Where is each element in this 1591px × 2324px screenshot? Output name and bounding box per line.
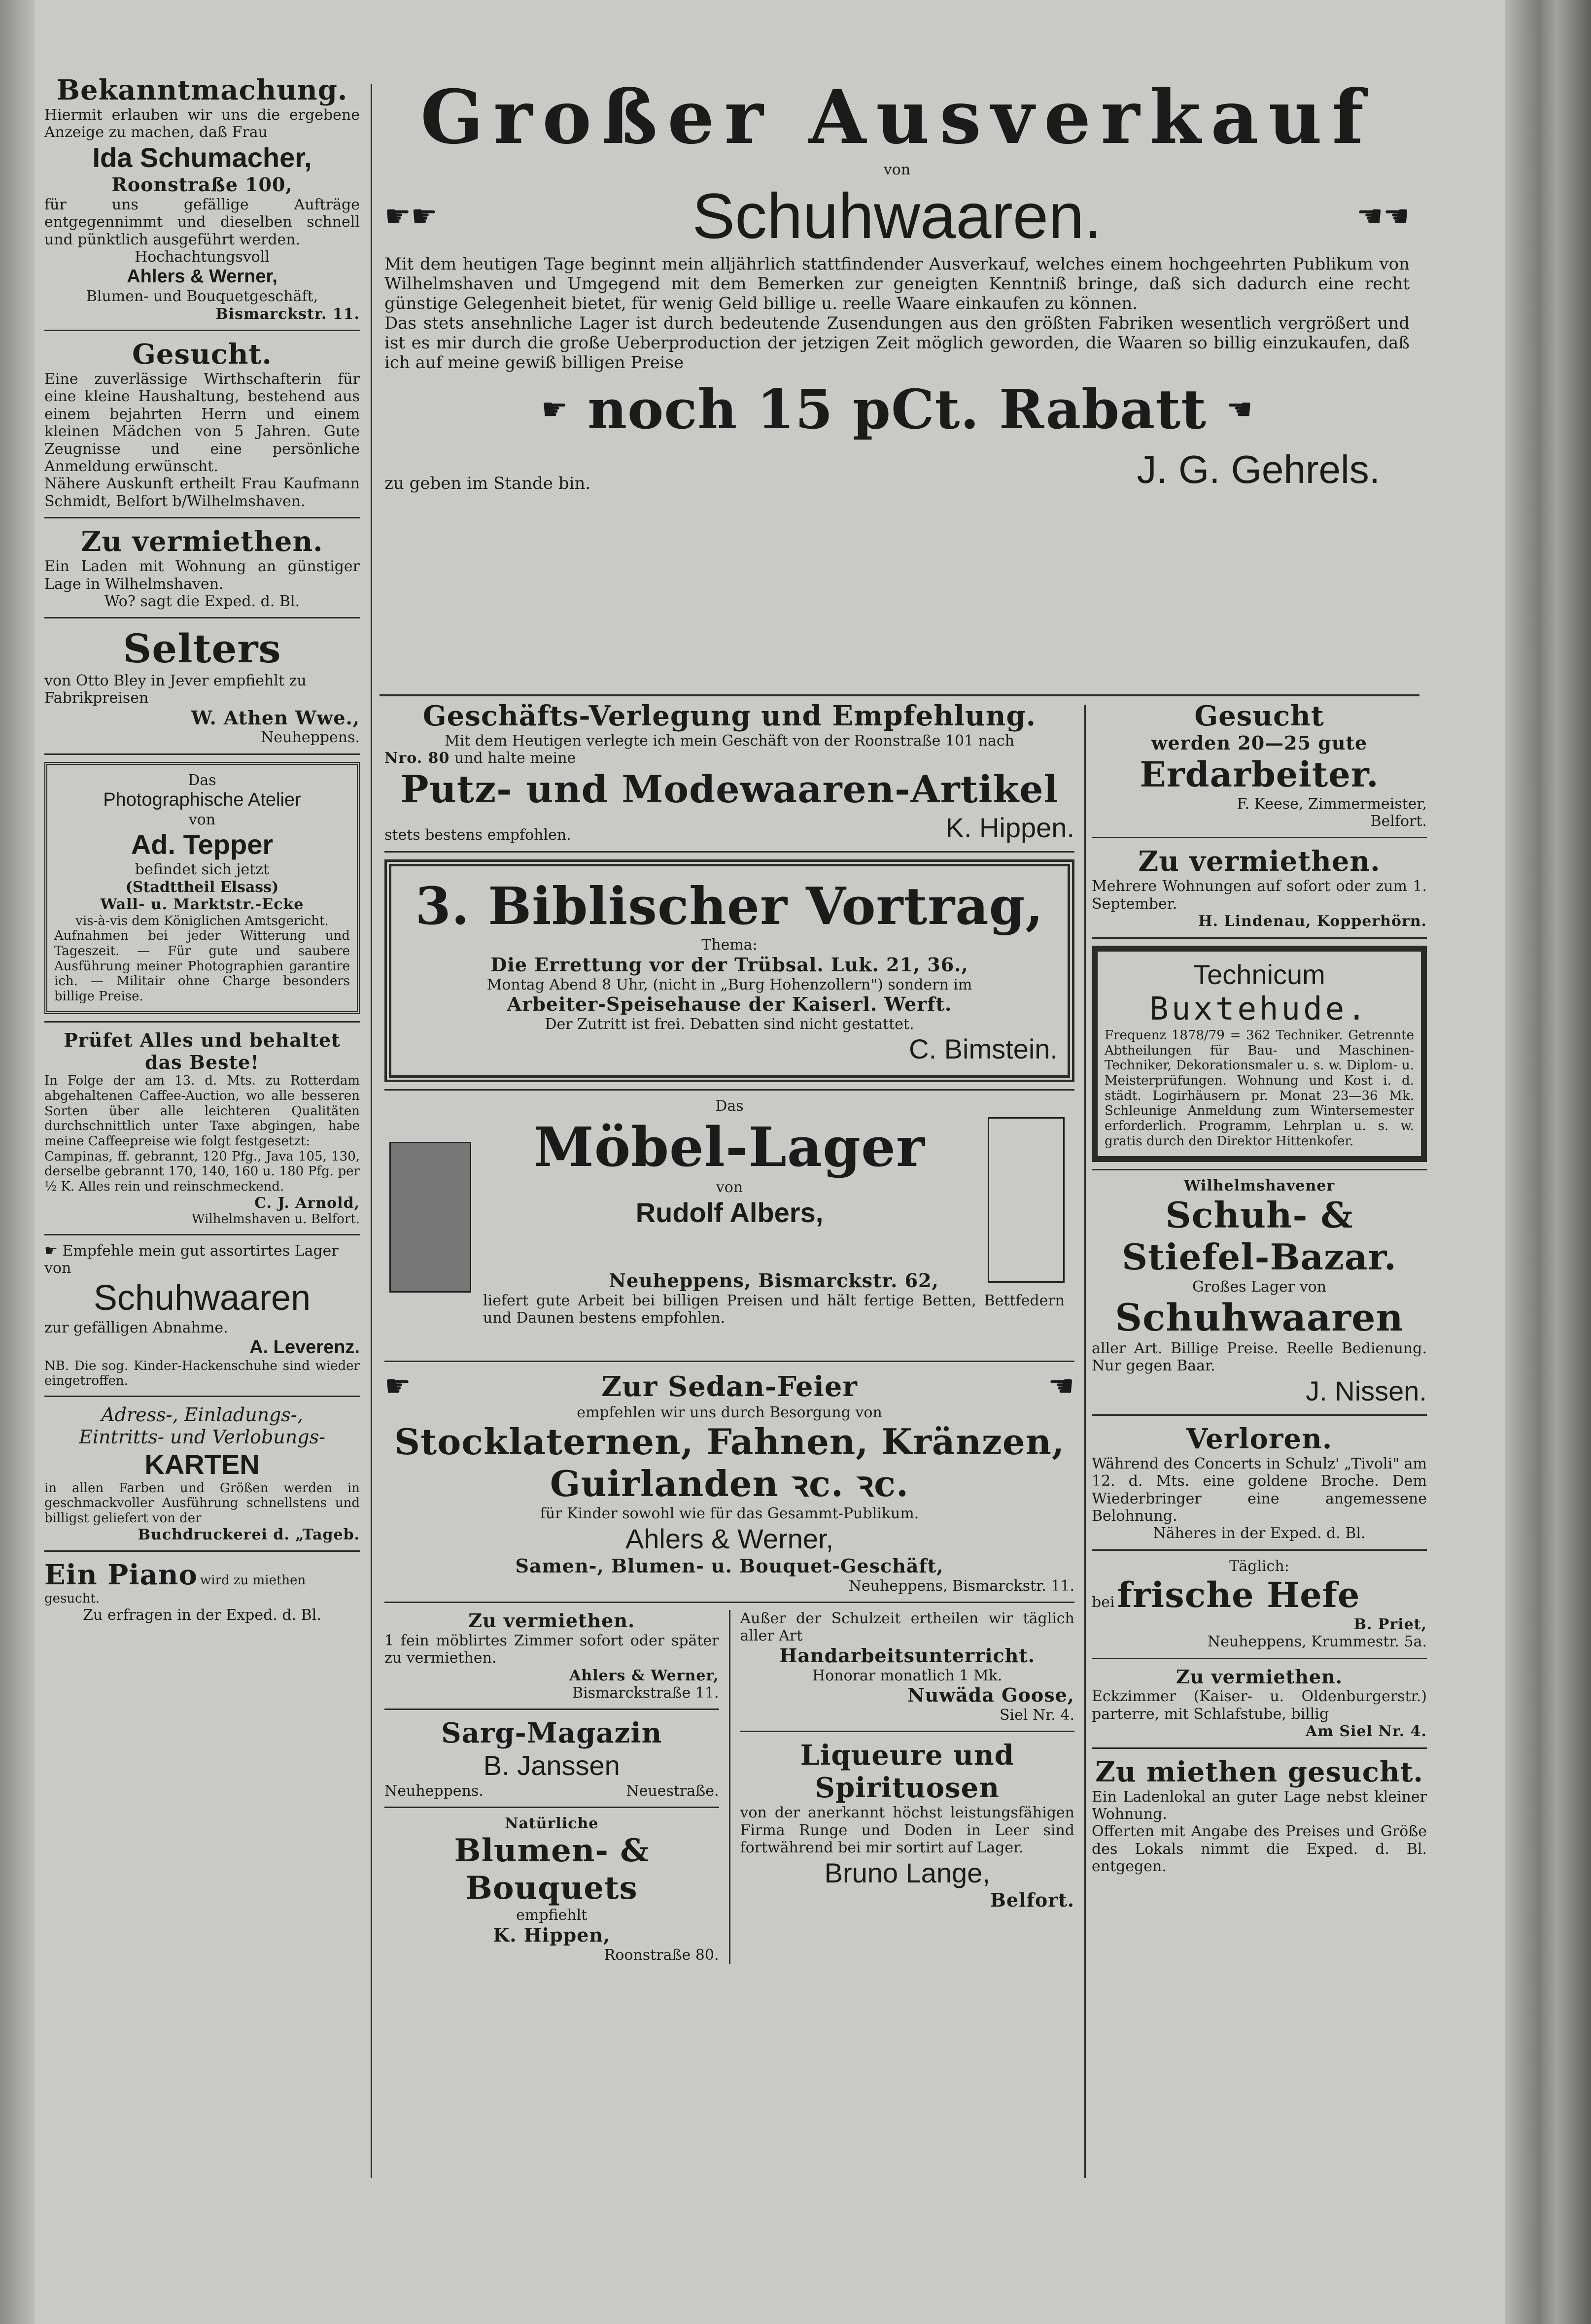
- pointing-hand-icon: ☛: [384, 1369, 411, 1404]
- ad-text: Offerten mit Angabe des Preises und Größe des Lokals nimmt die Exped. d. Bl. entgegen.: [1092, 1823, 1427, 1876]
- ad-text: Mehrere Wohnungen auf sofort oder zum 1. September.: [1092, 878, 1427, 913]
- divider: [384, 1807, 719, 1808]
- ad-frische-hefe: [1092, 1558, 1427, 1651]
- ad-title: Schuh- & Stiefel-Bazar.: [1122, 1194, 1397, 1278]
- ad-headline: Schuhwaaren: [1115, 1296, 1404, 1340]
- ad-title: Gesucht: [1194, 700, 1324, 732]
- divider: [44, 330, 360, 331]
- bottom-middle-grid: [384, 1610, 1074, 1964]
- ad-name: W. Athen Wwe.,: [191, 706, 360, 729]
- ad-title: Bekanntmachung.: [56, 74, 348, 106]
- divider: [1092, 1747, 1427, 1749]
- divider: [44, 753, 360, 755]
- ad-text: von: [188, 811, 216, 828]
- ad-name: Rudolf Albers,: [635, 1196, 824, 1228]
- ad-text: Natürliche: [505, 1814, 599, 1832]
- ad-address: Roonstraße 100,: [111, 173, 293, 196]
- divider: [1092, 937, 1427, 939]
- ad-headline: Buxtehude.: [1149, 991, 1369, 1027]
- ad-name: F. Keese, Zimmermeister,: [1237, 795, 1427, 813]
- divider: [44, 1234, 360, 1235]
- ad-name: B. Priet,: [1353, 1615, 1427, 1633]
- divider: [1092, 1169, 1427, 1170]
- ad-text: empfiehlt: [516, 1907, 588, 1924]
- ad-title: Zu vermiethen.: [1176, 1665, 1343, 1688]
- ad-sedan-feier: [384, 1369, 1074, 1595]
- ad-text: Hiermit erlauben wir uns die ergebene Anzeige zu machen, daß Frau: [44, 106, 360, 141]
- ad-text: vis-à-vis dem Königlichen Amtsgericht.: [75, 913, 329, 928]
- ad-name: A. Leverenz.: [249, 1336, 360, 1358]
- ad-title: Liqueure und Spirituosen: [800, 1739, 1014, 1805]
- ad-text: Wilhelmshavener: [1183, 1177, 1335, 1195]
- ad-text: und halte meine: [454, 750, 576, 767]
- ad-text: Blumen- und Bouquetgeschäft,: [86, 288, 318, 306]
- ad-text: Empfehle mein gut assortirtes Lager von: [44, 1242, 339, 1277]
- ad-blumen-bouquets: [384, 1815, 719, 1964]
- ad-moebel-lager: [384, 1097, 1074, 1354]
- ad-text: In Folge der am 13. d. Mts. zu Rotterdam abgehaltenen Caffee-Auction, wo alle besseren Sorten über alle leichteren Qualitäten durchschnittlich unter Taxe abgingen, habe meine Caffeepreise wie folgt festgesetzt:: [44, 1073, 360, 1149]
- ad-geschaefts-verlegung: [384, 700, 1074, 844]
- pointing-hand-icon: ☚: [1048, 1369, 1074, 1404]
- ad-text: Das: [188, 771, 216, 789]
- ad-text: Frequenz 1878/79 = 362 Techniker. Getrennte Abtheilungen für Bau- und Maschinen-Techniker, Dekorationsmaler u. s. w. Diplom- u. Meisterprüfungen. Wohnung und Kost i. d. städt. Logirhäusern pr. Monat 23—36 Mk. Schleunige Anmeldung zum Wintersemester erforderlich. Programm, Lehrplan u. s. w. gratis durch den Direktor Hittenkofer.: [1105, 1028, 1414, 1149]
- ad-text: Eine zuverlässige Wirthschafterin für eine kleine Haushaltung, bestehend aus einem bejahrten Herrn und einem kleinen Mädchen von 5 Jahren. Gute Zeugnisse und eine persönliche Anmeldung erwünscht.: [44, 371, 360, 475]
- ad-place: Wilhelmshaven u. Belfort.: [191, 1212, 360, 1227]
- divider: [1092, 1658, 1427, 1659]
- ad-text: Der Zutritt ist frei. Debatten sind nicht gestattet.: [545, 1015, 914, 1033]
- ad-wohnungen: [1092, 845, 1427, 930]
- ad-text: Nähere Auskunft ertheilt Frau Kaufmann Schmidt, Belfort b/Wilhelmshaven.: [44, 475, 360, 510]
- divider: [384, 1361, 1074, 1362]
- ad-name: C. J. Arnold,: [254, 1194, 360, 1212]
- ad-address: Neuheppens, Krummestr. 5a.: [1207, 1633, 1427, 1651]
- ad-title: 3. Biblischer Vortrag,: [415, 875, 1044, 936]
- ad-text: Thema:: [701, 936, 758, 954]
- ad-text: Montag Abend 8 Uhr, (nicht in „Burg Hohenzollern") sondern im: [486, 976, 972, 993]
- ad-text: Während des Concerts in Schulz' „Tivoli" am 12. d. Mts. eine goldene Broche. Dem Wiederbringer eine angemessene Belohnung.: [1092, 1455, 1427, 1525]
- ad-text: von Otto Bley in Jever empfiehlt zu Fabrikpreisen: [44, 672, 307, 707]
- ad-name: B. Janssen: [483, 1750, 620, 1781]
- ad-text: NB. Die sog. Kinder-Hackenschuhe sind wieder eingetroffen.: [44, 1358, 360, 1389]
- ad-zu-miethen-gesucht: [1092, 1756, 1427, 1876]
- ad-text: befindet sich jetzt: [135, 861, 270, 879]
- divider: [384, 1602, 1074, 1603]
- ad-grosser-ausverkauf: [384, 74, 1410, 493]
- ad-piano: [44, 1559, 360, 1624]
- ad-headline: Erdarbeiter.: [1140, 753, 1379, 795]
- ad-title: frische Hefe: [1117, 1574, 1360, 1616]
- ad-address: Siel Nr. 4.: [999, 1706, 1074, 1724]
- ad-handarbeitsunterricht: [740, 1610, 1075, 1724]
- ad-title: Prüfet Alles und behaltet das Beste!: [64, 1028, 341, 1073]
- ad-karten: [44, 1404, 360, 1543]
- ad-firm: Ahlers & Werner,: [127, 266, 277, 287]
- ad-text: Ein Laden mit Wohnung an günstiger Lage in Wilhelmshaven.: [44, 558, 360, 593]
- divider: [1092, 837, 1427, 838]
- ad-subheadline: Schuhwaaren.: [692, 180, 1102, 252]
- ad-text: von: [883, 161, 911, 178]
- ad-text: wird zu miethen gesucht.: [44, 1573, 306, 1606]
- ad-title: Zu vermiethen.: [1138, 845, 1381, 878]
- divider: [44, 617, 360, 618]
- column-rule-left: [371, 84, 372, 2178]
- divider: [380, 694, 1419, 696]
- ad-text: Wo? sagt die Exped. d. Bl.: [104, 593, 300, 610]
- ad-place: Belfort.: [1370, 812, 1427, 830]
- ad-headline: Putz- und Modewaaren-Artikel: [400, 767, 1059, 811]
- ad-text: für Kinder sowohl wie für das Gesammt-Publikum.: [540, 1505, 919, 1523]
- ad-place: Belfort.: [990, 1888, 1074, 1911]
- ad-rabatt: noch 15 pCt. Rabatt: [588, 377, 1207, 442]
- pointing-hand-icon: ☛: [44, 1242, 58, 1260]
- ad-title: Zu miethen gesucht.: [1095, 1755, 1423, 1788]
- ad-title: Geschäfts-Verlegung und Empfehlung.: [422, 700, 1037, 732]
- ad-zimmer-vermiethen: [384, 1610, 719, 1702]
- ad-text: Täglich:: [1229, 1557, 1289, 1575]
- ad-title: Gesucht.: [132, 338, 272, 371]
- ad-text: von: [716, 1179, 743, 1196]
- ad-eckzimmer: [1092, 1666, 1427, 1741]
- ad-text: (Stadttheil Elsass): [125, 878, 279, 896]
- ad-address: Wall- u. Marktstr.-Ecke: [100, 896, 304, 914]
- ad-title: Sarg-Magazin: [441, 1717, 662, 1750]
- ad-text: Arbeiter-Speisehause der Kaiserl. Werft.: [507, 992, 952, 1015]
- ad-text: Das: [715, 1097, 744, 1115]
- ad-name: Ad. Tepper: [131, 829, 274, 860]
- ad-headline: Großer Ausverkauf: [420, 74, 1374, 161]
- divider: [1092, 1549, 1427, 1551]
- ad-schuh-bazar: [1092, 1177, 1427, 1407]
- divider: [44, 517, 360, 518]
- ad-technicum-buxtehude: [1092, 946, 1427, 1162]
- ad-title: Handarbeitsunterricht.: [779, 1644, 1035, 1667]
- ad-title: Zur Sedan-Feier: [601, 1370, 858, 1403]
- ad-name: H. Lindenau, Kopperhörn.: [1198, 913, 1427, 930]
- chair-illustration: [988, 1117, 1065, 1283]
- ad-text: 1 fein möblirtes Zimmer sofort oder später zu vermiethen.: [384, 1632, 719, 1667]
- divider: [44, 1021, 360, 1023]
- divider: [384, 851, 1074, 853]
- ad-text: empfehlen wir uns durch Besorgung von: [577, 1404, 882, 1422]
- divider: [740, 1731, 1075, 1732]
- pointing-hand-icon: ☚: [1226, 392, 1253, 427]
- ad-liqueure: [740, 1739, 1075, 1911]
- divider: [44, 1550, 360, 1552]
- ad-title: Technicum: [1193, 958, 1325, 990]
- divider: [1092, 1414, 1427, 1416]
- ad-text: aller Art. Billige Preise. Reelle Bedienung. Nur gegen Baar.: [1092, 1339, 1427, 1375]
- ad-verloren: [1092, 1423, 1427, 1542]
- ad-text: Samen-, Blumen- u. Bouquet-Geschäft,: [515, 1554, 944, 1577]
- ad-text: Eintritts- und Verlobungs-: [79, 1426, 325, 1448]
- divider: [44, 1396, 360, 1397]
- ad-title: Zu vermiethen.: [468, 1609, 635, 1632]
- pointing-hand-icon: ☛☛: [384, 199, 438, 234]
- ad-name: Ahlers & Werner,: [569, 1667, 719, 1684]
- ad-text: für uns gefällige Aufträge entgegennimmt und dieselben schnell und pünktlich ausgeführt werden.: [44, 196, 360, 248]
- ad-address: Neuheppens, Bismarckstr. 11.: [848, 1577, 1074, 1595]
- ad-title: KARTEN: [144, 1448, 260, 1480]
- ad-signature: J. G. Gehrels.: [1137, 447, 1380, 492]
- divider-vertical: [729, 1610, 730, 1964]
- ad-photographisches-atelier: [44, 762, 360, 1014]
- cabinet-illustration: [389, 1142, 471, 1293]
- ad-address: Am Siel Nr. 4.: [1305, 1723, 1427, 1741]
- ad-name: K. Hippen,: [493, 1923, 611, 1946]
- ad-text: Außer der Schulzeit ertheilen wir täglich aller Art: [740, 1610, 1074, 1645]
- ad-title: Ein Piano: [44, 1559, 198, 1592]
- ad-text: Näheres in der Exped. d. Bl.: [1153, 1525, 1366, 1542]
- divider: [384, 1709, 719, 1710]
- ad-text: Hochachtungsvoll: [135, 248, 270, 266]
- ad-title: Möbel-Lager: [534, 1115, 925, 1179]
- ad-signature: C. Bimstein.: [909, 1033, 1058, 1065]
- ad-address: Bismarckstraße 11.: [572, 1684, 719, 1702]
- ad-text: Die Errettung vor der Trübsal. Luk. 21, 36.,: [490, 953, 968, 976]
- ad-text: Nro. 80: [384, 750, 450, 767]
- ad-sarg-magazin: [384, 1717, 719, 1800]
- ad-vermiethen-laden: [44, 525, 360, 610]
- book-gutter-left: [0, 0, 35, 2324]
- column-left: [44, 74, 360, 1624]
- pointing-hand-icon: ☛: [541, 392, 568, 427]
- ad-gesucht: [44, 338, 360, 510]
- ad-text: Das stets ansehnliche Lager ist durch bedeutende Zusendungen aus den größten Fabriken wesentlich vergrößert und ist es mir durch die große Ueberproduction der jetzigen Zeit möglich geworden, die Waaren so billig einzukaufen, daß ich auf meine gewiß billigen Preise: [384, 313, 1410, 373]
- ad-firm: Buchdruckerei d. „Tageb.: [138, 1526, 360, 1543]
- ad-title: Zu vermiethen.: [81, 525, 323, 558]
- pointing-hand-icon: ☚☚: [1356, 199, 1410, 234]
- ad-prices: Campinas, ff. gebrannt, 120 Pfg., Java 105, 130, derselbe gebrannt 170, 140, 160 u. 180 Pfg. per ½ K. Alles rein und reinschmeckend.: [44, 1149, 360, 1195]
- ad-name: Ida Schumacher,: [92, 141, 312, 173]
- ad-text: in allen Farben und Größen werden in geschmackvoller Ausführung schnellstens und billigst geliefert von der: [44, 1480, 360, 1526]
- ad-firm: Ahlers & Werner,: [625, 1523, 834, 1554]
- ad-title: Selters: [123, 625, 281, 672]
- ad-title: Verloren.: [1186, 1422, 1333, 1455]
- ad-text: Großes Lager von: [1192, 1278, 1327, 1296]
- ad-text: werden 20—25 gute: [1151, 732, 1368, 754]
- ad-selters: [44, 625, 360, 746]
- column-rule-right: [1084, 705, 1086, 2178]
- ad-place: Neuheppens.: [261, 729, 360, 747]
- ad-text: bei: [1092, 1594, 1115, 1611]
- ad-title: Schuhwaaren: [93, 1278, 311, 1318]
- ad-text: Ein Ladenlokal an guter Lage nebst kleiner Wohnung.: [1092, 1788, 1427, 1823]
- ad-leverenz: [44, 1242, 360, 1389]
- ad-title: Photographische Atelier: [103, 789, 301, 811]
- ad-name: J. Nissen.: [1306, 1375, 1427, 1406]
- ad-address: Neuheppens, Bismarckstr. 62,: [609, 1269, 939, 1292]
- ad-text: von der anerkannt höchst leistungsfähigen Firma Runge und Doden in Leer sind fortwährend bei mir sortirt auf Lager.: [740, 1804, 1074, 1857]
- ad-address: Bismarckstr. 11.: [215, 305, 360, 323]
- column-middle: [384, 700, 1074, 1964]
- ad-text: zu geben im Stande bin.: [384, 473, 591, 493]
- ad-name: Nuwäda Goose,: [907, 1684, 1074, 1707]
- ad-biblischer-vortrag: [384, 859, 1074, 1083]
- book-edge-right: [1505, 0, 1591, 2324]
- ad-headline: Stocklaternen, Fahnen, Kränzen, Guirlanden ꝛc. ꝛc.: [394, 1421, 1065, 1505]
- ad-text: Mit dem heutigen Tage beginnt mein alljährlich stattfindender Ausverkauf, welches einem hochgeehrten Publikum von Wilhelmshaven und Umgegend mit dem Bemerken zur geneigten Kenntniß bringe, daß sich dadurch eine recht günstige Gelegenheit bietet, für wenig Geld billige u. reelle Waare einkaufen zu können.: [384, 254, 1410, 313]
- ad-erdarbeiter: [1092, 700, 1427, 830]
- ad-name: Bruno Lange,: [824, 1857, 990, 1888]
- ad-text: Adress-, Einladungs-,: [101, 1404, 303, 1426]
- column-right: [1092, 700, 1427, 1876]
- ad-text: zur gefälligen Abnahme.: [44, 1319, 228, 1336]
- divider: [384, 1089, 1074, 1091]
- ad-address: Roonstraße 80.: [604, 1946, 719, 1964]
- ad-text: liefert gute Arbeit bei billigen Preisen und hält fertige Betten, Bettfedern und Daunen bestens empfohlen.: [483, 1292, 1065, 1327]
- ad-text: stets bestens empfohlen.: [384, 826, 571, 844]
- ad-text: Eckzimmer (Kaiser- u. Oldenburgerstr.) parterre, mit Schlafstube, billig: [1092, 1688, 1427, 1723]
- ad-signature: K. Hippen.: [945, 812, 1074, 843]
- ad-text: Mit dem Heutigen verlegte ich mein Geschäft von der Roonstraße 101 nach: [444, 732, 1015, 750]
- ad-text: Zu erfragen in der Exped. d. Bl.: [83, 1606, 321, 1624]
- ad-pruefet-alles: [44, 1029, 360, 1227]
- ad-title: Blumen- & Bouquets: [454, 1832, 650, 1907]
- ad-bekanntmachung: [44, 74, 360, 323]
- ad-text: Honorar monatlich 1 Mk.: [812, 1667, 1003, 1684]
- ad-address: Neuestraße.: [626, 1782, 719, 1800]
- ad-text: Aufnahmen bei jeder Witterung und Tageszeit. — Für gute und saubere Ausführung meiner Photographien garantire ich. — Militair ohne Charge besonders billige Preise.: [54, 928, 350, 1004]
- ad-place: Neuheppens.: [384, 1782, 484, 1800]
